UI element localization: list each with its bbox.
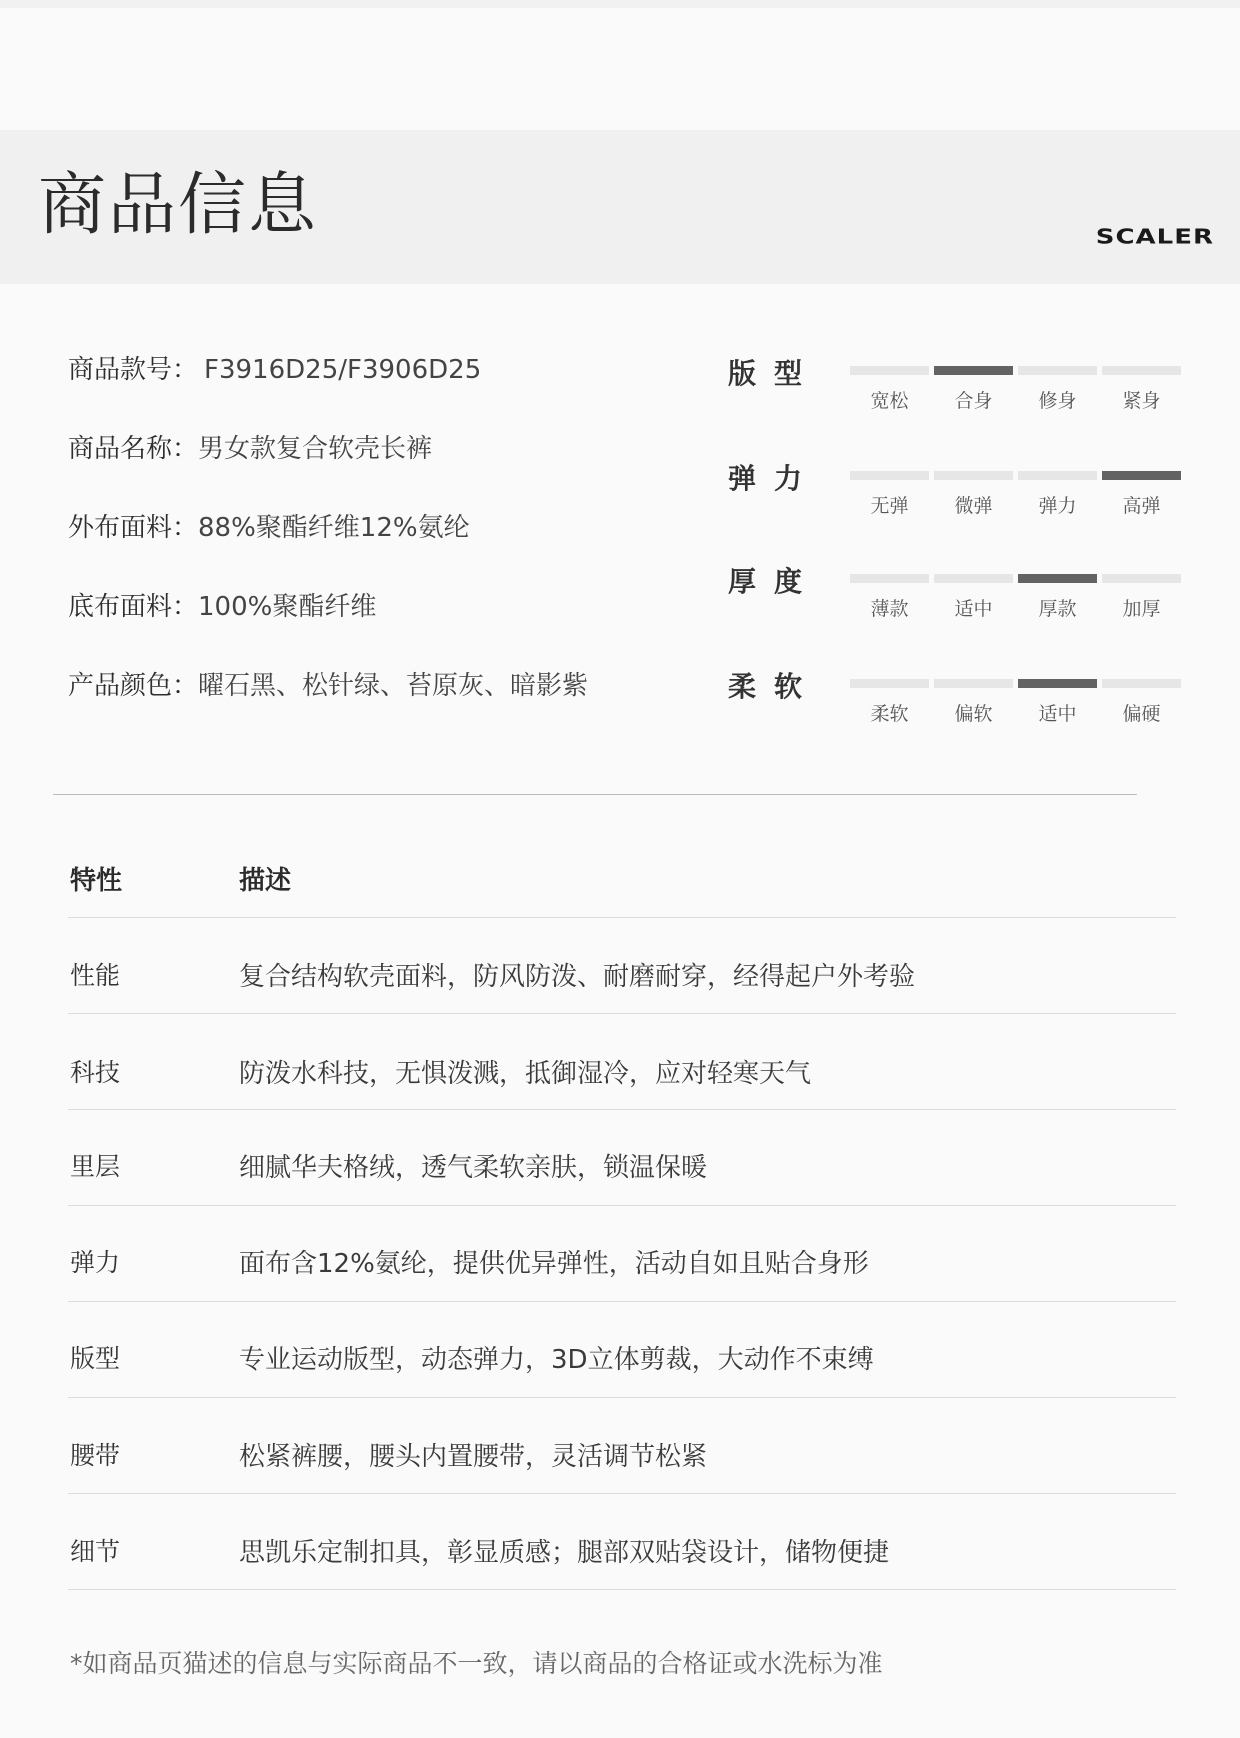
scale-segment [850,574,929,583]
scale-segment [1018,471,1097,480]
scale-option-label: 偏软 [954,703,993,725]
metric-elasticity [728,457,1188,537]
row-divider [68,1589,1176,1590]
info-key: 底布面料： [68,592,199,622]
header-description: 描述 [239,866,292,896]
description-cell: 专业运动版型，动态弹力，3D立体剪裁，大动作不束缚 [239,1345,874,1375]
feature-cell: 里层 [70,1152,121,1181]
brand-logo: SCALER [1095,225,1214,249]
scale-segment [850,679,929,688]
metric-label: 厚度 [728,565,821,598]
metric-softness [728,665,1188,745]
scale-option-label: 修身 [1038,390,1077,412]
scale-segment [934,574,1013,583]
scale-option-label: 厚款 [1038,598,1077,620]
scale-option-label: 适中 [954,598,993,620]
scale-option-label: 柔软 [870,703,909,725]
info-row-base-fabric [68,587,376,627]
feature-cell: 版型 [70,1344,121,1373]
info-key: 外布面料： [68,513,199,543]
description-cell: 防泼水科技，无惧泼溅，抵御湿冷，应对轻寒天气 [239,1059,812,1089]
info-value: 曜石黑、松针绿、苔原灰、暗影紫 [198,671,589,701]
info-row-colors [68,666,588,706]
feature-cell: 细节 [70,1537,121,1566]
feature-cell: 性能 [70,961,121,990]
description-cell: 面布含12%氨纶，提供优异弹性，活动自如且贴合身形 [239,1249,869,1279]
info-row-style-no [68,350,481,390]
scale-segment [850,471,929,480]
description-cell: 松紧裤腰，腰头内置腰带，灵活调节松紧 [239,1442,708,1472]
scale-segment-selected [934,366,1013,375]
info-value: 男女款复合软壳长裤 [198,434,433,464]
row-divider [68,1109,1176,1110]
scale-option-label: 弹力 [1038,495,1077,517]
header-band [0,130,1240,284]
info-value: F3916D25/F3906D25 [204,355,482,385]
row-divider [68,1301,1176,1302]
feature-cell: 科技 [70,1058,121,1087]
scale-segment-selected [1102,471,1181,480]
row-divider [68,1205,1176,1206]
description-cell: 思凯乐定制扣具，彰显质感；腿部双贴袋设计，储物便捷 [239,1538,890,1568]
scale-segment [1102,574,1181,583]
scale-option-label: 合身 [954,390,993,412]
info-key: 产品颜色： [68,671,199,701]
feature-cell: 腰带 [70,1441,121,1470]
scale-option-label: 宽松 [870,390,909,412]
description-cell: 复合结构软壳面料，防风防泼、耐磨耐穿，经得起户外考验 [239,962,916,992]
info-key: 商品款号： [68,355,199,385]
scale-segment [1102,679,1181,688]
info-row-name [68,429,432,469]
scale-option-label: 偏硬 [1122,703,1161,725]
scale-option-label: 薄款 [870,598,909,620]
feature-cell: 弹力 [70,1248,121,1277]
scale-segment [1018,366,1097,375]
info-value: 88%聚酯纤维12%氨纶 [198,513,470,543]
scale-option-label: 无弹 [870,495,909,517]
metric-label: 版型 [728,357,821,390]
description-cell: 细腻华夫格绒，透气柔软亲肤，锁温保暖 [239,1153,708,1183]
header-feature: 特性 [70,866,123,896]
scale-segment [850,366,929,375]
section-divider [53,794,1137,795]
scale-segment-selected [1018,679,1097,688]
metric-thickness [728,560,1188,640]
scale-segment [934,679,1013,688]
row-divider [68,1013,1176,1014]
scale-option-label: 微弹 [954,495,993,517]
metric-label: 弹力 [728,462,821,495]
info-row-outer-fabric [68,508,470,548]
row-divider [68,1397,1176,1398]
metric-fit [728,352,1188,432]
row-divider [68,1493,1176,1494]
page-title: 商品信息 [38,166,319,245]
scale-option-label: 紧身 [1122,390,1161,412]
scale-option-label: 高弹 [1122,495,1161,517]
scale-option-label: 适中 [1038,703,1077,725]
info-value: 100%聚酯纤维 [198,592,377,622]
scale-option-label: 加厚 [1122,598,1161,620]
top-strip [0,0,1240,8]
info-key: 商品名称： [68,434,199,464]
metric-label: 柔软 [728,670,821,703]
scale-segment-selected [1018,574,1097,583]
scale-segment [1102,366,1181,375]
disclaimer-note: *如商品页猫述的信息与实际商品不一致，请以商品的合格证或水洗标为准 [70,1649,883,1678]
scale-segment [934,471,1013,480]
row-divider [68,917,1176,918]
